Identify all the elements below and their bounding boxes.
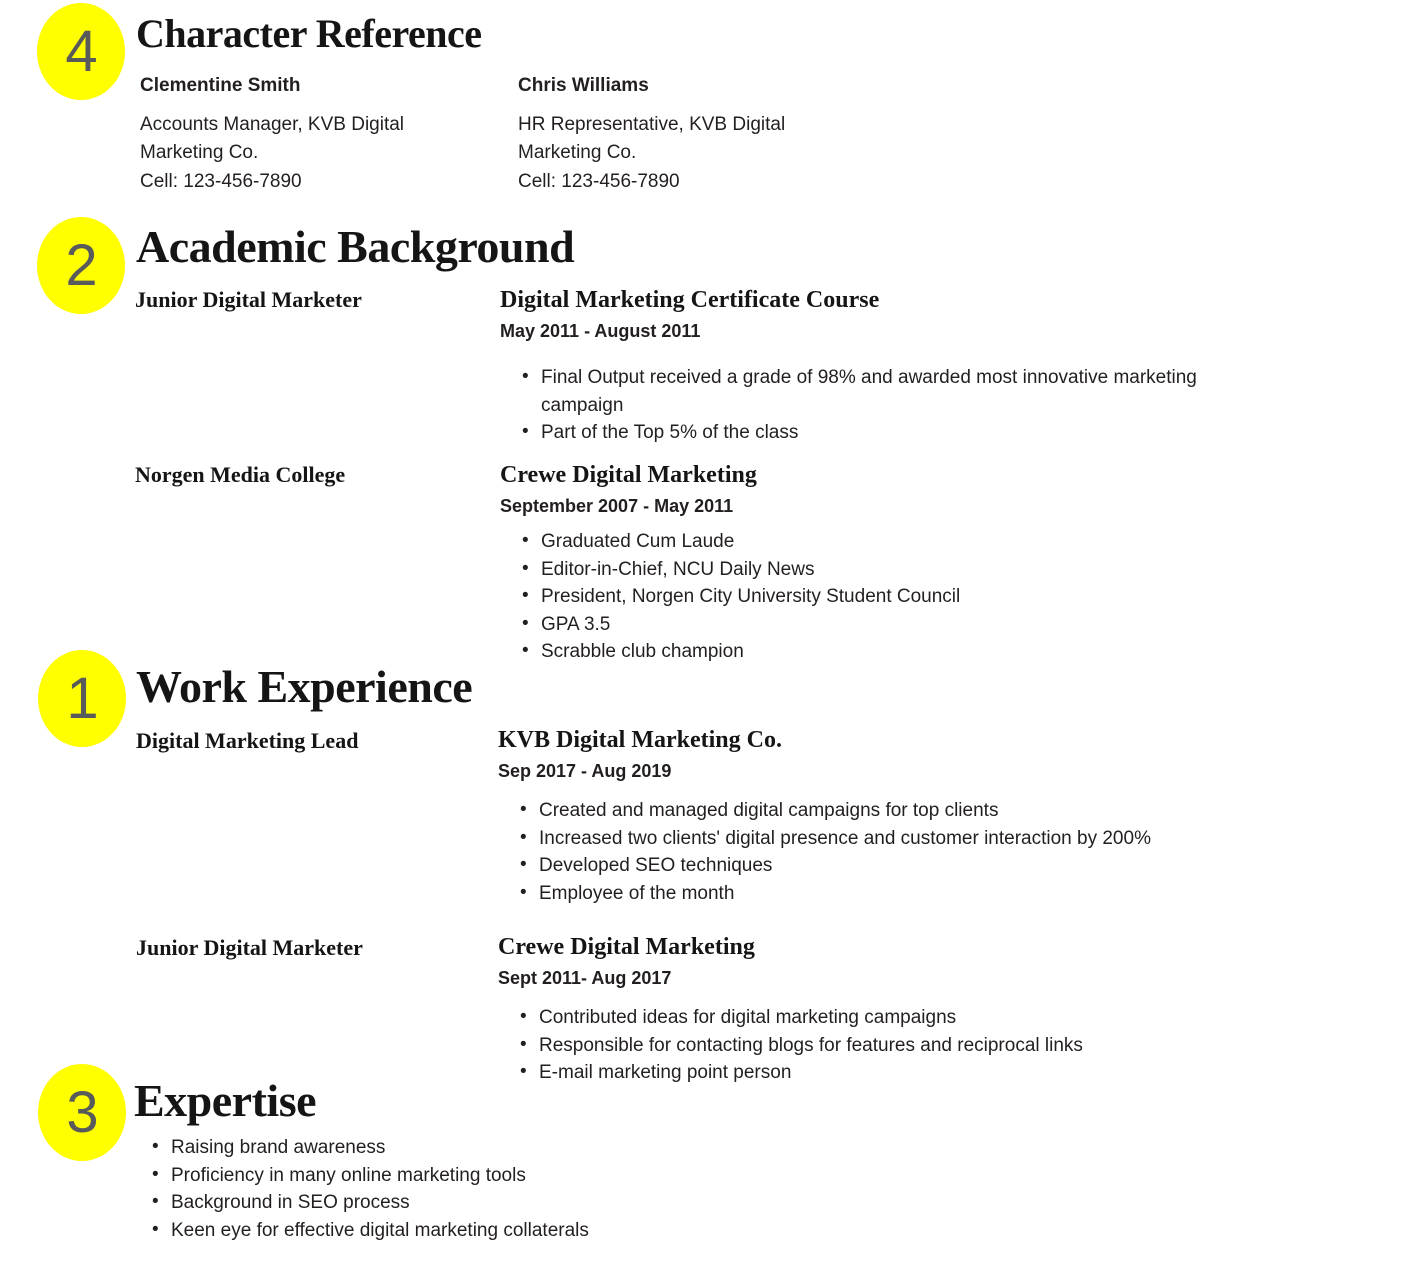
work-entry-1-bullets (516, 797, 1256, 907)
section-badge-2 (37, 217, 125, 314)
section-badge-3 (38, 1064, 126, 1161)
reference-block-2 (518, 74, 878, 196)
academic-entry-1-org: Digital Marketing Certificate Course (500, 287, 880, 313)
list-item: • Developed SEO techniques (516, 852, 1256, 880)
work-entry-2-org: Crewe Digital Marketing (498, 934, 755, 960)
list-item: • Scrabble club champion (518, 638, 1230, 666)
academic-entry-2-bullets (518, 528, 1230, 666)
reference-details (140, 111, 500, 197)
reference-name: Chris Williams (518, 75, 649, 96)
list-item: • GPA 3.5 (518, 611, 1230, 639)
reference-details (518, 111, 878, 197)
list-item: • E-mail marketing point person (516, 1059, 1256, 1087)
reference-line: Cell: 123-456-7890 (140, 170, 302, 192)
academic-entry-1-detail (500, 286, 1300, 447)
academic-entry-1-bullets (518, 364, 1230, 447)
reference-line: Accounts Manager, KVB Digital (140, 113, 405, 135)
academic-entry-1-role: Junior Digital Marketer (135, 287, 362, 312)
reference-line: Cell: 123-456-7890 (518, 170, 680, 192)
section-badge-number: 4 (65, 18, 97, 84)
work-entry-1-detail (498, 726, 1318, 907)
section-title-work-experience: Work Experience (136, 661, 473, 712)
work-entry-1-role: Digital Marketing Lead (136, 728, 359, 753)
work-entry-1-dates: Sep 2017 - Aug 2019 (498, 760, 672, 781)
section-badge-number: 2 (65, 232, 97, 298)
list-item: • Contributed ideas for digital marketing campaigns (516, 1004, 1256, 1032)
list-item: • Responsible for contacting blogs for features and reciprocal links (516, 1032, 1256, 1060)
list-item: • Created and managed digital campaigns for top clients (516, 797, 1256, 825)
reference-line: Marketing Co. (140, 142, 259, 164)
list-item: • Proficiency in many online marketing tools (148, 1162, 908, 1190)
work-entry-2-detail (498, 933, 1318, 1087)
section-title-academic-background: Academic Background (136, 221, 575, 272)
section-title-character-reference: Character Reference (136, 11, 482, 56)
section-badge-number: 3 (66, 1079, 98, 1145)
list-item: • Raising brand awareness (148, 1134, 908, 1162)
academic-entry-2-dates: September 2007 - May 2011 (500, 495, 734, 516)
work-entry-1-org: KVB Digital Marketing Co. (498, 727, 782, 753)
list-item: • President, Norgen City University Student Council (518, 583, 1230, 611)
list-item: • Editor-in-Chief, NCU Daily News (518, 556, 1230, 584)
reference-name: Clementine Smith (140, 75, 301, 96)
work-entry-2-dates: Sept 2011- Aug 2017 (498, 967, 672, 988)
list-item: • Keen eye for effective digital marketing collaterals (148, 1217, 908, 1245)
list-item: • Increased two clients' digital presence and customer interaction by 200% (516, 825, 1256, 853)
reference-line: HR Representative, KVB Digital (518, 113, 786, 135)
academic-entry-1-dates: May 2011 - August 2011 (500, 320, 701, 341)
work-entry-2-role: Junior Digital Marketer (136, 935, 363, 960)
section-badge-4 (37, 3, 125, 100)
list-item: • Final Output received a grade of 98% and awarded most innovative marketing campaign (518, 364, 1230, 419)
section-badge-1 (38, 650, 126, 747)
academic-entry-2-role: Norgen Media College (135, 462, 346, 487)
section-badge-number: 1 (66, 665, 98, 731)
list-item: • Background in SEO process (148, 1189, 908, 1217)
reference-block-1 (140, 74, 500, 196)
list-item: • Employee of the month (516, 880, 1256, 908)
expertise-bullets (148, 1134, 908, 1244)
list-item: • Part of the Top 5% of the class (518, 419, 1230, 447)
work-entry-2-bullets (516, 1004, 1256, 1087)
reference-line: Marketing Co. (518, 142, 637, 164)
list-item: • Graduated Cum Laude (518, 528, 1230, 556)
section-title-expertise: Expertise (134, 1075, 317, 1126)
academic-entry-2-org: Crewe Digital Marketing (500, 462, 757, 488)
academic-entry-2-detail (500, 461, 1300, 666)
